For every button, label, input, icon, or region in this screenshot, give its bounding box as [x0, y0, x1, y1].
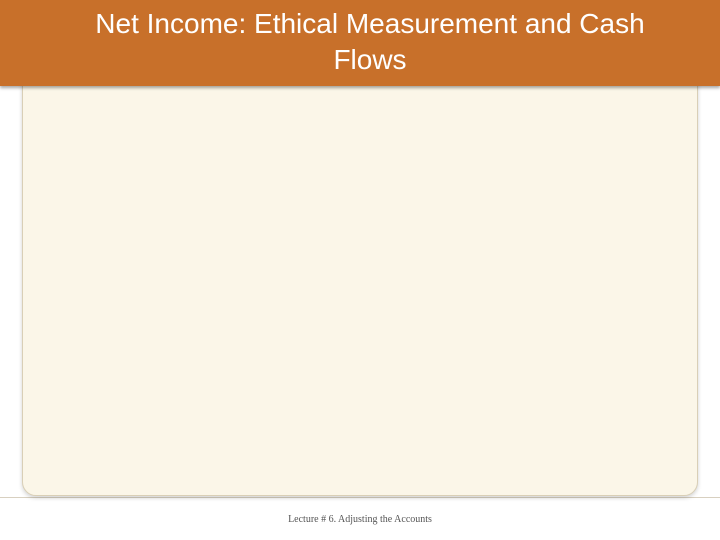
footer-divider: [0, 497, 720, 498]
slide-title: Net Income: Ethical Measurement and Cash Flows: [95, 8, 645, 75]
title-bar: [0, 0, 720, 86]
slide-footer: Lecture # 6. Adjusting the Accounts: [288, 514, 432, 525]
content-panel: [22, 66, 698, 496]
